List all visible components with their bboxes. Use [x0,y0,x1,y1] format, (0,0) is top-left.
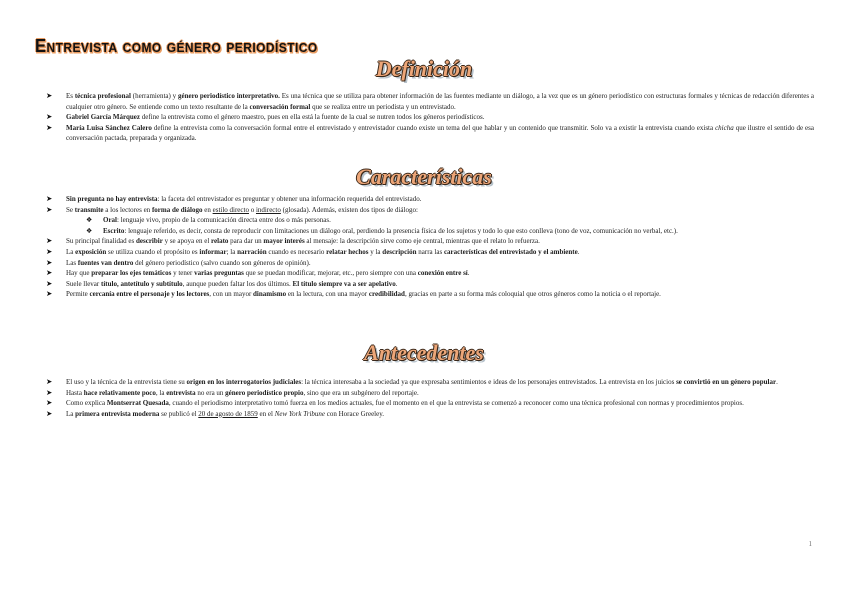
diamond-bullet-icon: ❖ [86,216,93,225]
list-item-text: Es técnica profesional (herramienta) y género periodístico interpretativo. Es una técnica que se utiliza para obtener información de las fuentes mediante un diálogo, a la vez que es un género periodístico con estructuras formales y técnicas de redacción diferentes a cualquier otro género. Se entiende como un texto resultante de la conversación formal que se realiza entre un periodista y un entrevistado. [66,92,815,111]
list-item [86,226,814,237]
list-item [46,247,814,258]
arrow-bullet-icon: ➤ [46,194,53,203]
list-item-text: Escrito: lenguaje referido, es decir, consta de reproducir con limitaciones un diálogo oral, perdiendo la presencia física de los sujetos y todo lo que esto conlleva (tono de voz, comunicación no verbal, etc.). [103,226,678,235]
arrow-bullet-icon: ➤ [46,377,53,386]
arrow-bullet-icon: ➤ [46,278,53,288]
list-item [46,258,814,269]
arrow-bullet-icon: ➤ [46,289,53,299]
list-item [46,123,814,144]
arrow-bullet-icon: ➤ [46,91,53,100]
list-item-text: Gabriel García Márquez define la entrevista como el género maestro, pues en ella está la fuente de la cual se nutren todos los géneros periodísticos. [66,113,485,122]
section-heading-definicion: Definición [375,56,473,81]
list-item [46,268,814,279]
list-item [46,388,814,399]
list-item-text: Permite cercanía entre el personaje y los lectores, con un mayor dinamismo en la lectura, con una mayor credibilidad, gracias en parte a su forma más coloquial que otros géneros como la noticia o el reportaje. [66,290,661,299]
list-item-text: Las fuentes van dentro del género periodístico (salvo cuando son géneros de opinión). [66,258,311,267]
document-title: Entrevista como género periodístico [35,36,318,56]
arrow-bullet-icon: ➤ [46,387,53,397]
list-item-text: La exposición se utiliza cuando el propósito es informar; la narración cuando es necesario relatar hechos y la descripción narra las características del entrevistado y el ambiente. [66,247,580,256]
arrow-bullet-icon: ➤ [46,246,53,256]
list-item-text: Hay que preparar los ejes temáticos y tener varias preguntas que se puedan modificar, mejorar, etc., pero siempre con una conexión entre sí. [66,269,470,278]
diamond-bullet-icon: ❖ [86,226,93,235]
list-item [46,279,814,290]
list-item-text: Se transmite a los lectores en forma de diálogo en estilo directo o indirecto (glosada). Además, existen dos tipos de diálogo: [66,205,418,214]
list-item-text: Oral: lenguaje vivo, propio de la comunicación directa entre dos o más personas. [103,216,331,225]
section-heading-caracteristicas: Características [356,164,492,189]
list-item-text: Como explica Montserrat Quesada, cuando el periodismo interpretativo tomó fuerza en los medios actuales, fue el momento en el que la entrevista se comenzó a reconocer como una técnica profesional con normas y procedimientos propios. [66,399,744,408]
bullet-list-definicion [46,91,814,144]
list-item-text: Sin pregunta no hay entrevista: la faceta del entrevistador es preguntar y obtener una información requerida del entrevistado. [66,195,422,203]
arrow-bullet-icon: ➤ [46,257,53,267]
list-item [46,289,814,300]
bullet-list-antecedentes [46,377,814,419]
list-item-text: Hasta hace relativamente poco, la entrevista no era un género periodístico propio, sino que era un subgénero del reportaje. [66,388,419,397]
arrow-bullet-icon: ➤ [46,204,53,214]
arrow-bullet-icon: ➤ [46,122,53,132]
arrow-bullet-icon: ➤ [46,112,53,122]
list-item [46,194,814,205]
list-item [46,409,814,420]
list-item-text: El uso y la técnica de la entrevista tiene su origen en los interrogatorios judiciales: la técnica interesaba a la sociedad ya que expresaba sentimientos e ideas de los personajes entrevistados. La entrevista en los juicios se convirtió en un género popular. [66,378,778,386]
list-item [46,112,814,123]
list-item [46,377,814,388]
bullet-list-caracteristicas [46,194,814,300]
list-item [46,205,814,216]
list-item [46,398,814,409]
list-item-text: Suele llevar título, antetítulo y subtítulo, aunque pueden faltar los dos últimos. El título siempre va a ser apelativo. [66,279,398,288]
list-item-text: María Luisa Sánchez Calero define la entrevista como la conversación formal entre el entrevistado y entrevistador cuando existe un tema del que hablar y un contenido que transmitir. Solo va a existir la entrevista cuando exista chicha que ilustre el sentido de esa conversación pactada, preparada y organizada. [66,123,814,143]
list-item-text: La primera entrevista moderna se publicó el 20 de agosto de 1859 en el New York Tribune con Horace Greeley. [66,409,385,418]
list-item-text: Su principal finalidad es describir y se apoya en el relato para dar un mayor interés al mensaje: la descripción sirve como eje central, mientras que el relato lo refuerza. [66,237,540,246]
list-item [46,236,814,247]
arrow-bullet-icon: ➤ [46,398,53,408]
arrow-bullet-icon: ➤ [46,408,53,418]
arrow-bullet-icon: ➤ [46,268,53,278]
page-number: 1 [808,540,812,548]
section-heading-antecedentes: Antecedentes [364,340,484,365]
arrow-bullet-icon: ➤ [46,236,53,246]
list-item [46,91,814,112]
list-item [86,215,814,226]
